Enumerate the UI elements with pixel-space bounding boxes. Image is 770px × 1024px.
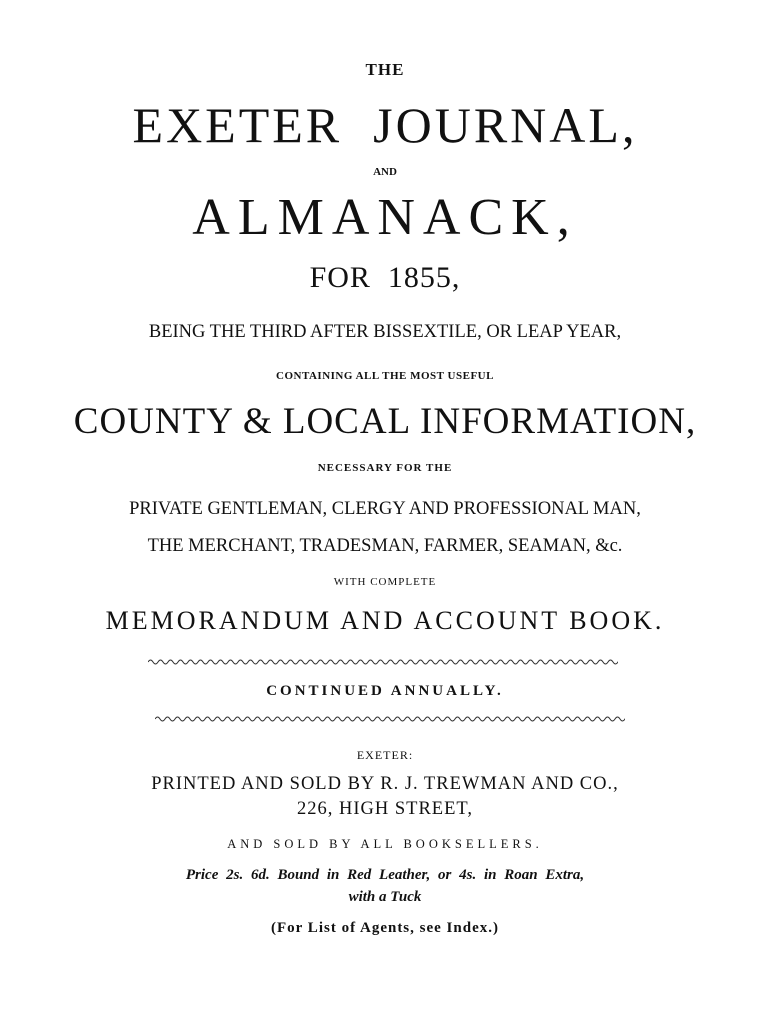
wavy-rule-bottom xyxy=(155,715,625,723)
address-line: 226, HIGH STREET, xyxy=(297,799,473,819)
with-complete-line: WITH COMPLETE xyxy=(333,576,437,588)
memorandum-heading: MEMORANDUM AND ACCOUNT BOOK. xyxy=(105,606,665,635)
price-line: Price 2s. 6d. Bound in Red Leather, or 4s. in Roan Extra, xyxy=(185,867,585,883)
printer-line: PRINTED AND SOLD BY R. J. TREWMAN AND CO., xyxy=(151,774,619,794)
county-info-heading: COUNTY & LOCAL INFORMATION, xyxy=(73,401,697,442)
necessary-line: NECESSARY FOR THE xyxy=(317,462,453,474)
containing-line: CONTAINING ALL THE MOST USEFUL xyxy=(276,370,494,382)
almanack-title: ALMANACK, xyxy=(192,189,578,246)
journal-title: EXETER JOURNAL, xyxy=(132,97,638,153)
agents-line: (For List of Agents, see Index.) xyxy=(271,920,499,936)
booksellers-line: AND SOLD BY ALL BOOKSELLERS. xyxy=(227,837,543,851)
leap-year-line: BEING THE THIRD AFTER BISSEXTILE, OR LEAP YEAR, xyxy=(148,322,622,342)
audience-line-1: PRIVATE GENTLEMAN, CLERGY AND PROFESSIONAL MAN, xyxy=(129,499,641,519)
the-heading: THE xyxy=(365,60,405,79)
audience-line-2: THE MERCHANT, TRADESMAN, FARMER, SEAMAN, &c. xyxy=(147,536,623,556)
wavy-rule-top xyxy=(148,658,618,666)
place-exeter: EXETER: xyxy=(356,748,414,762)
tuck-line: with a Tuck xyxy=(348,889,422,905)
continued-annually: CONTINUED ANNUALLY. xyxy=(266,683,504,699)
year-line: FOR 1855, xyxy=(309,261,461,294)
and-connector: AND xyxy=(373,166,397,178)
